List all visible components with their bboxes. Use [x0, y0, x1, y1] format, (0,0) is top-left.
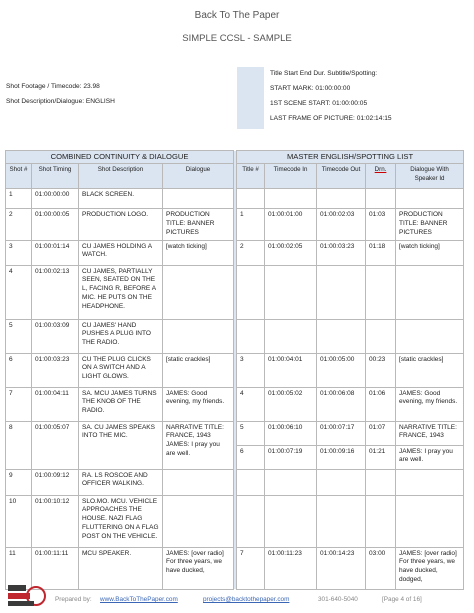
table-row — [6, 547, 464, 589]
document-title: Back To The Paper — [194, 10, 280, 21]
cell-timecode-in: 01:00:01:00 — [265, 209, 317, 240]
cell-shot: 4 — [6, 265, 32, 319]
cell-shot: 9 — [6, 469, 32, 495]
cell-title — [237, 469, 265, 495]
table-body — [6, 189, 464, 589]
cell-dialogue — [163, 265, 234, 319]
cell-timecode-in: 01:00:11:23 — [265, 547, 317, 589]
col-header-timecode-in: Timecode In — [265, 164, 317, 189]
col-header-dialogue: Dialogue — [163, 164, 234, 189]
cell-dialogue — [163, 319, 234, 353]
cell-description: RA. LS ROSCOE AND OFFICER WALKING. — [79, 469, 163, 495]
cell-description: BLACK SCREEN. — [79, 189, 163, 209]
cell-title: 1 — [237, 209, 265, 240]
cell-title — [237, 189, 265, 209]
cell-dialogue: NARRATIVE TITLE: FRANCE, 1943 JAMES: I pray you are well. — [163, 421, 234, 469]
cell-shot: 1 — [6, 189, 32, 209]
ccsl-table-wrapper — [5, 150, 463, 590]
cell-duration: 01:18 — [366, 240, 396, 265]
cell-title — [237, 319, 265, 353]
first-scene-line: 1ST SCENE START: 01:00:00:05 — [270, 100, 368, 107]
cell-description: CU JAMES' HAND PUSHES A PLUG INTO THE RADIO. — [79, 319, 163, 353]
cell-dialogue — [163, 189, 234, 209]
cell-dialogue — [163, 469, 234, 495]
logo-bar-middle — [8, 593, 30, 599]
duration-label: Drn. — [374, 166, 387, 174]
meta-shaded-box — [237, 67, 264, 129]
cell-timing: 01:00:10:12 — [32, 495, 79, 547]
page-indicator: [Page 4 of 16] — [382, 596, 422, 603]
logo-bar-bottom — [8, 601, 34, 606]
cell-timecode-out: 01:00:05:00 — [317, 353, 366, 387]
cell-dialogue-speaker — [396, 469, 464, 495]
cell-shot: 6 — [6, 353, 32, 387]
table-row — [6, 240, 464, 265]
cell-dialogue: [static crackles] — [163, 353, 234, 387]
cell-timecode-in: 01:00:06:10 — [265, 421, 317, 445]
table-row — [6, 265, 464, 319]
cell-timecode-in: 01:00:02:05 — [265, 240, 317, 265]
shot-description-line: Shot Description/Dialogue: ENGLISH — [6, 98, 115, 105]
cell-timing: 01:00:05:07 — [32, 421, 79, 469]
col-header-timecode-out: Timecode Out — [317, 164, 366, 189]
table-row — [6, 319, 464, 353]
col-header-shot: Shot # — [6, 164, 32, 189]
title-spotting-line: Title Start End Dur. Subtitle/Spotting: — [270, 70, 378, 77]
table-row — [6, 209, 464, 240]
cell-timing: 01:00:02:13 — [32, 265, 79, 319]
cell-timecode-out: 01:00:14:23 — [317, 547, 366, 589]
cell-title: 2 — [237, 240, 265, 265]
col-header-description: Shot Description — [79, 164, 163, 189]
cell-dialogue: JAMES: Good evening, my friends. — [163, 387, 234, 421]
shot-meta-left — [6, 83, 115, 113]
cell-dialogue-speaker — [396, 319, 464, 353]
start-mark-line: START MARK: 01:00:00:00 — [270, 85, 351, 92]
col-header-dialogue-speaker: Dialogue With Speaker Id — [396, 164, 464, 189]
table-row — [6, 421, 464, 445]
cell-timecode-in — [265, 189, 317, 209]
cell-timing: 01:00:03:09 — [32, 319, 79, 353]
cell-description: CU JAMES HOLDING A WATCH. — [79, 240, 163, 265]
cell-description: CU THE PLUG CLICKS ON A SWITCH AND A LIGHT GLOWS. — [79, 353, 163, 387]
cell-shot: 7 — [6, 387, 32, 421]
cell-timing: 01:00:00:00 — [32, 189, 79, 209]
cell-description: PRODUCTION LOGO. — [79, 209, 163, 240]
cell-duration — [366, 469, 396, 495]
cell-timecode-out — [317, 495, 366, 547]
cell-dialogue — [163, 495, 234, 547]
cell-timecode-in — [265, 469, 317, 495]
cell-description: SLO.MO. MCU. VEHICLE APPROACHES THE HOUSE. NAZI FLAG FLUTTERING ON A FLAG POST ON THE VEHICLE. — [79, 495, 163, 547]
cell-dialogue-speaker: JAMES: Good evening, my friends. — [396, 387, 464, 421]
cell-shot: 5 — [6, 319, 32, 353]
cell-description: MCU SPEAKER. — [79, 547, 163, 589]
table-row — [6, 353, 464, 387]
cell-shot: 11 — [6, 547, 32, 589]
cell-title: 7 — [237, 547, 265, 589]
cell-timing: 01:00:03:23 — [32, 353, 79, 387]
shot-footage-line: Shot Footage / Timecode: 23.98 — [6, 83, 100, 90]
cell-duration: 01:03 — [366, 209, 396, 240]
cell-dialogue-speaker: [static crackles] — [396, 353, 464, 387]
cell-description: SA. CU JAMES SPEAKS INTO THE MIC. — [79, 421, 163, 469]
group-header-spotting: MASTER ENGLISH/SPOTTING LIST — [237, 151, 464, 164]
cell-timecode-out — [317, 469, 366, 495]
cell-title: 4 — [237, 387, 265, 421]
cell-timing: 01:00:11:11 — [32, 547, 79, 589]
cell-title: 6 — [237, 445, 265, 469]
last-frame-line: LAST FRAME OF PICTURE: 01:02:14:15 — [270, 115, 392, 122]
cell-timecode-out — [317, 189, 366, 209]
cell-dialogue-speaker — [396, 265, 464, 319]
cell-timecode-out: 01:00:02:03 — [317, 209, 366, 240]
cell-duration — [366, 495, 396, 547]
cell-duration: 01:21 — [366, 445, 396, 469]
email-link[interactable]: projects@backtothepaper.com — [203, 596, 290, 603]
table-row — [6, 387, 464, 421]
website-link[interactable]: www.BackToThePaper.com — [100, 596, 178, 603]
cell-timecode-in — [265, 319, 317, 353]
group-header-continuity: COMBINED CONTINUITY & DIALOGUE — [6, 151, 234, 164]
table-row — [6, 469, 464, 495]
cell-dialogue: [watch ticking] — [163, 240, 234, 265]
cell-dialogue: PRODUCTION TITLE: BANNER PICTURES — [163, 209, 234, 240]
cell-title — [237, 495, 265, 547]
cell-title — [237, 265, 265, 319]
back-to-the-paper-logo — [6, 582, 46, 610]
cell-duration: 03:00 — [366, 547, 396, 589]
cell-duration — [366, 189, 396, 209]
cell-dialogue: JAMES: [over radio] For three years, we have ducked, — [163, 547, 234, 589]
cell-timecode-in: 01:00:05:02 — [265, 387, 317, 421]
cell-timecode-in — [265, 265, 317, 319]
document-subtitle: SIMPLE CCSL - SAMPLE — [182, 33, 292, 44]
cell-duration — [366, 265, 396, 319]
cell-duration — [366, 319, 396, 353]
cell-timing: 01:00:00:05 — [32, 209, 79, 240]
cell-timecode-out: 01:00:09:16 — [317, 445, 366, 469]
cell-timecode-in — [265, 495, 317, 547]
cell-timecode-out: 01:00:07:17 — [317, 421, 366, 445]
table-row — [6, 189, 464, 209]
col-header-timing: Shot Timing — [32, 164, 79, 189]
col-header-duration — [366, 164, 396, 189]
prepared-by-label: Prepared by: — [55, 596, 92, 603]
cell-dialogue-speaker — [396, 189, 464, 209]
cell-title: 3 — [237, 353, 265, 387]
cell-timing: 01:00:09:12 — [32, 469, 79, 495]
spotting-meta-right — [270, 70, 392, 130]
cell-dialogue-speaker: PRODUCTION TITLE: BANNER PICTURES — [396, 209, 464, 240]
cell-timing: 01:00:04:11 — [32, 387, 79, 421]
phone-number: 301-640-5040 — [318, 596, 358, 603]
cell-timecode-out: 01:00:06:08 — [317, 387, 366, 421]
cell-shot: 3 — [6, 240, 32, 265]
cell-timecode-out — [317, 265, 366, 319]
cell-timing: 01:00:01:14 — [32, 240, 79, 265]
logo-bar-top — [8, 585, 26, 591]
cell-dialogue-speaker: JAMES: I pray you are well. — [396, 445, 464, 469]
cell-shot: 10 — [6, 495, 32, 547]
cell-duration: 01:07 — [366, 421, 396, 445]
cell-dialogue-speaker: NARRATIVE TITLE: FRANCE, 1943 — [396, 421, 464, 445]
cell-duration: 01:06 — [366, 387, 396, 421]
cell-title: 5 — [237, 421, 265, 445]
cell-timecode-out — [317, 319, 366, 353]
cell-timecode-out: 01:00:03:23 — [317, 240, 366, 265]
col-header-title: Title # — [237, 164, 265, 189]
cell-shot: 8 — [6, 421, 32, 469]
cell-timecode-in: 01:00:07:19 — [265, 445, 317, 469]
cell-dialogue-speaker: [watch ticking] — [396, 240, 464, 265]
cell-dialogue-speaker: JAMES: [over radio] For three years, we have ducked, dodged, — [396, 547, 464, 589]
cell-description: CU JAMES, PARTIALLY SEEN, SEATED ON THE L, FACING R, BEFORE A MIC. HE PUTS ON THE HEADPHONE. — [79, 265, 163, 319]
cell-timecode-in: 01:00:04:01 — [265, 353, 317, 387]
table-row — [6, 495, 464, 547]
cell-shot: 2 — [6, 209, 32, 240]
cell-duration: 00:23 — [366, 353, 396, 387]
cell-dialogue-speaker — [396, 495, 464, 547]
cell-description: SA. MCU JAMES TURNS THE KNOB OF THE RADIO. — [79, 387, 163, 421]
ccsl-table — [5, 150, 464, 590]
